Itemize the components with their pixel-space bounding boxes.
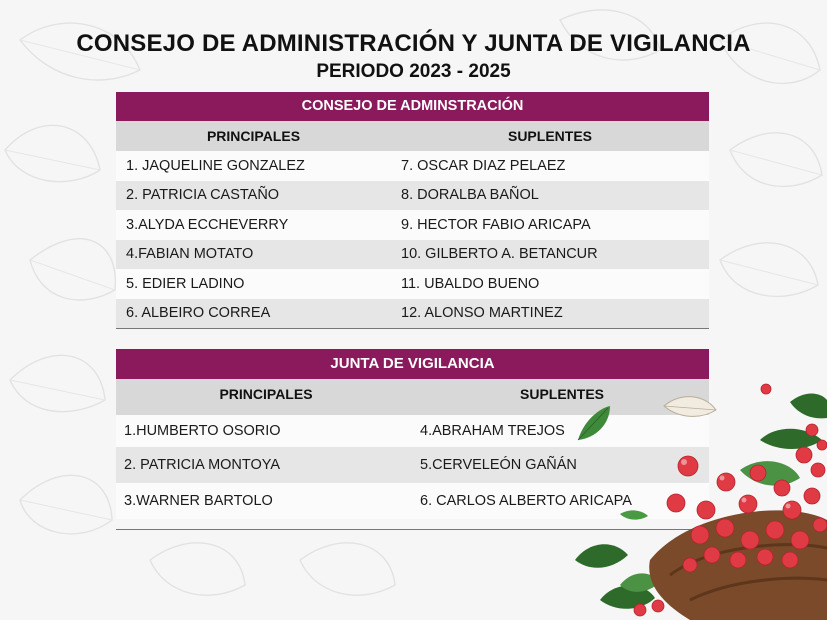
consejo-rows bbox=[116, 151, 709, 328]
suplente-member: 7. OSCAR DIAZ PELAEZ bbox=[401, 157, 566, 174]
principal-member: 3.WARNER BARTOLO bbox=[124, 493, 273, 509]
table-bottom-rule bbox=[116, 529, 709, 530]
junta-rows bbox=[116, 415, 709, 519]
principal-member: 2. PATRICIA CASTAÑO bbox=[126, 187, 280, 204]
suplentes-header: SUPLENTES bbox=[520, 386, 605, 402]
table-row bbox=[116, 151, 709, 181]
junta-heading: JUNTA DE VIGILANCIA bbox=[116, 349, 709, 379]
suplente-member: 12. ALONSO MARTINEZ bbox=[401, 305, 563, 322]
junta-table bbox=[116, 349, 709, 530]
suplente-member: 6. CARLOS ALBERTO ARICAPA bbox=[420, 493, 632, 509]
suplente-member: 5.CERVELEÓN GAÑÁN bbox=[420, 457, 577, 473]
principal-member: 6. ALBEIRO CORREA bbox=[126, 305, 271, 322]
principal-member: 3.ALYDA ECCHEVERRY bbox=[126, 216, 289, 233]
table-row bbox=[116, 181, 709, 211]
suplente-member: 4.ABRAHAM TREJOS bbox=[420, 423, 565, 439]
suplentes-header: SUPLENTES bbox=[507, 128, 592, 144]
table-row bbox=[116, 415, 709, 447]
page-title: CONSEJO DE ADMINISTRACIÓN Y JUNTA DE VIGILANCIA bbox=[76, 30, 751, 57]
suplente-member: 10. GILBERTO A. BETANCUR bbox=[401, 246, 598, 263]
suplente-member: 9. HECTOR FABIO ARICAPA bbox=[401, 216, 591, 233]
table-row bbox=[116, 269, 709, 299]
principal-member: 4.FABIAN MOTATO bbox=[126, 246, 254, 263]
suplente-member: 11. UBALDO BUENO bbox=[401, 275, 540, 292]
consejo-column-headers bbox=[116, 121, 709, 151]
principal-member: 1. JAQUELINE GONZALEZ bbox=[126, 157, 305, 174]
principales-header: PRINCIPALES bbox=[219, 386, 313, 402]
period-subtitle: PERIODO 2023 - 2025 bbox=[316, 61, 511, 82]
table-row bbox=[116, 210, 709, 240]
table-row bbox=[116, 299, 709, 329]
table-row bbox=[116, 447, 709, 483]
table-row bbox=[116, 240, 709, 270]
consejo-heading: CONSEJO DE ADMINSTRACIÓN bbox=[116, 92, 709, 121]
table-row bbox=[116, 483, 709, 519]
table-bottom-rule bbox=[116, 328, 709, 329]
principal-member: 5. EDIER LADINO bbox=[126, 275, 245, 292]
junta-column-headers bbox=[116, 379, 709, 415]
principal-member: 2. PATRICIA MONTOYA bbox=[124, 457, 281, 473]
principales-header: PRINCIPALES bbox=[206, 128, 301, 144]
consejo-table bbox=[116, 92, 709, 329]
suplente-member: 8. DORALBA BAÑOL bbox=[401, 187, 539, 204]
principal-member: 1.HUMBERTO OSORIO bbox=[124, 423, 281, 439]
